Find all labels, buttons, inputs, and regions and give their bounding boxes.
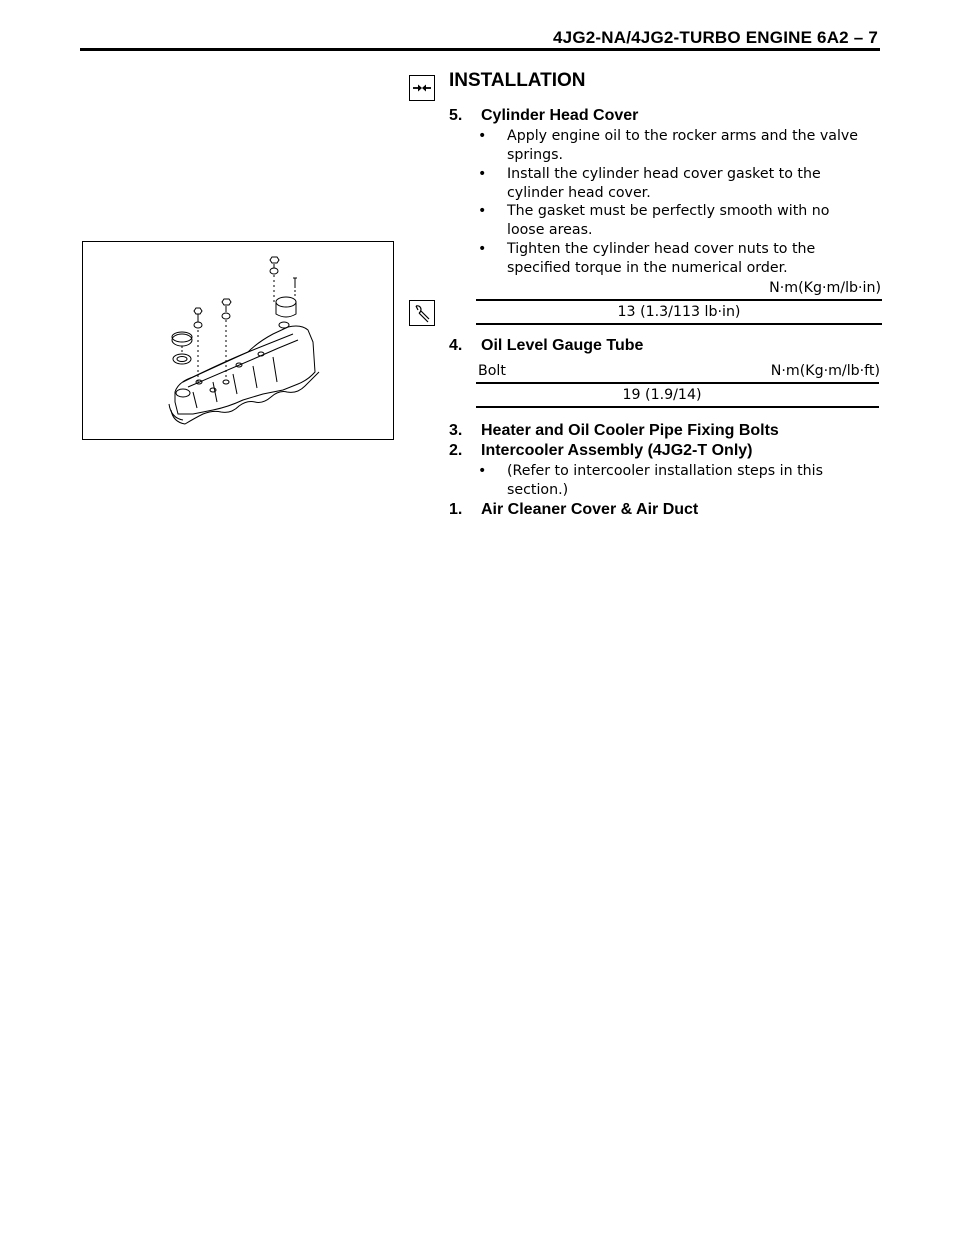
step-5-heading: [449, 107, 638, 125]
page-header-title: 4JG2-NA/4JG2-TURBO ENGINE 6A2 – 7: [553, 28, 878, 47]
torque-value: 19 (1.9/14): [622, 387, 702, 403]
step-number: 3.: [449, 422, 463, 439]
torque-unit-label: N·m(Kg·m/lb·ft): [770, 363, 880, 379]
installation-arrows-icon: [409, 75, 435, 101]
bullet-dot-icon: •: [478, 241, 487, 257]
step-number: 5.: [449, 107, 463, 124]
bullet-item: • Tighten the cylinder head cover nuts to the specified torque in the numerical order.: [478, 241, 816, 276]
bullet-item: • Install the cylinder head cover gasket to the cylinder head cover.: [478, 166, 821, 201]
step-3-heading: [449, 422, 779, 440]
step-title: Intercooler Assembly (4JG2-T Only): [481, 442, 753, 459]
step-4-heading: [449, 337, 643, 355]
torque-part-label: Bolt: [478, 363, 506, 379]
bullet-dot-icon: •: [478, 203, 487, 219]
bullet-dot-icon: •: [478, 128, 487, 144]
bullet-item: • The gasket must be perfectly smooth with no loose areas.: [478, 203, 830, 238]
bullet-item: • Apply engine oil to the rocker arms and the valve springs.: [478, 128, 859, 163]
torque-value: 13 (1.3/113 lb·in): [617, 304, 741, 320]
step-2-heading: [449, 442, 752, 460]
step-number: 4.: [449, 337, 463, 354]
step-number: 2.: [449, 442, 463, 459]
header-rule: [80, 48, 880, 51]
section-title: INSTALLATION: [449, 70, 586, 91]
torque-unit-label: N·m(Kg·m/lb·in): [769, 280, 881, 296]
torque-table-rule: [476, 382, 879, 384]
bullet-dot-icon: •: [478, 463, 487, 479]
step-1-heading: [449, 501, 698, 519]
torque-table-rule: [476, 299, 882, 301]
step-title: Air Cleaner Cover & Air Duct: [481, 501, 699, 518]
bullet-item: • (Refer to intercooler installation steps in this section.): [478, 463, 823, 498]
step-title: Cylinder Head Cover: [481, 107, 639, 124]
cylinder-head-cover-illustration: [82, 241, 394, 440]
bullet-dot-icon: •: [478, 166, 487, 182]
step-title: Oil Level Gauge Tube: [481, 337, 644, 354]
step-number: 1.: [449, 501, 463, 518]
torque-wrench-icon: [409, 300, 435, 326]
step-title: Heater and Oil Cooler Pipe Fixing Bolts: [481, 422, 779, 439]
torque-table-rule: [476, 323, 882, 325]
torque-table-rule: [476, 406, 879, 408]
